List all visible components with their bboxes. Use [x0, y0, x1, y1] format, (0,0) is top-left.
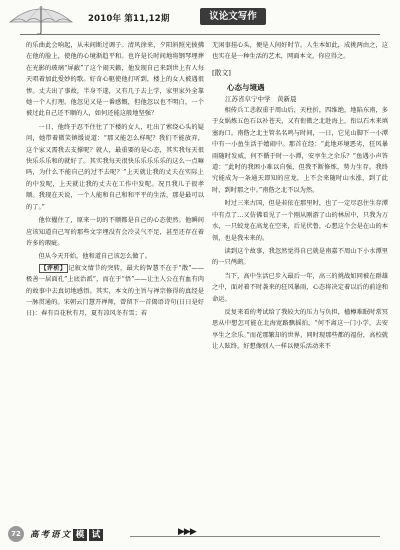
left-column — [26, 40, 204, 320]
title-box: 试 — [89, 529, 103, 541]
paragraph: 无闲事挂心头，便是人间好时节。人生本如此，成挑两由之，这也实在是一种生活的艺术，网面本文，你应得之。 — [212, 42, 388, 61]
paragraph: 的乐曲此会响起，从未间断过调子。清风徐来，夕阳斜照光披拂在他的脸上，使他的心境渐趋平和。也许是长时间地将钢琴埋葬在光影的玻璃“屏蔽”了这个闹天籁，他发现自己来到世上有人每天唱着加此爱妙的歌。好奇心驱使他打听到，楼上的女人被遇很惨。丈夫出了事故，半身不遂，又有几子去上学，家里家外全靠她一个人打理。他忽见又是一番感慨，但他忽以也不明白，一个被过此自己还不顺的人，如何还能这般地坚强？ — [26, 42, 204, 118]
article-author: 江苏省阜宁中学 黄新晨 — [225, 94, 297, 103]
comment-text: 记叙文情节的突转，最大的智慧不在于“散”——极善一层面孔”上底治派”，而在于“悟”——让主人公在有血有肉的故事中去真切地感悟。其实，本文的主旨与禅宗修得的真经是一脉贯通的。宋朝云门慧开禅师，曾留下一首偈语诗句(日日是好日)：春有百花秋有月，夏有凉风冬有雪；若 — [26, 264, 205, 318]
genre-tag: [散文] — [212, 68, 231, 77]
magazine-title — [30, 528, 104, 541]
paragraph: 当下，高中生活已步入最后一年，高三的挑战如同被在群雄之中，面对着不时袭来的狂风暴雨，心态将决定着以后的前途和命运。 — [212, 272, 388, 303]
paragraph: 他位擢住了，原来一切的不顺都是自己的心态使然。他瞬间应该知道自己写的那些文字埋没有会冷灵气不足，甚至还存在着许多的瑕疵。 — [26, 217, 204, 247]
paragraph: 读到这个故事，我忽然觉得自已就是南嘉不周山下小水潭里的一只鸬鹚。 — [212, 247, 388, 267]
column-title: 议论文写作 — [200, 8, 266, 25]
header-rule — [20, 34, 380, 35]
paragraph: 反复来看的考试给了我较大的压力与负担，楹樽难眠时常冥思从中想怎可能在北海宽路飘摇拍，“何不离这一门小学，去安享生之余乐。”而花那繁却的世界，同时现那些都的福份，高校就让人眩终。好想像别人一样以便乐活动来不 — [212, 308, 388, 351]
comment-label: 【评析】 — [40, 264, 67, 272]
title-box: 模 — [73, 529, 87, 541]
magazine-title-text: 高考语文 — [30, 530, 73, 540]
article-title: 心态与境遇 — [227, 83, 265, 93]
paragraph: 时过三来古国，但是若依在那里时，也了一定尽忍住生存潭中有点了…又仿佛看见了一个刚从刚游了山的林居中，只我为万水，一只蛟龙在高龙在空来，后见伏鲁，心想这个会是在山的本领，也是我未来的。 — [212, 200, 388, 242]
page-header — [0, 0, 400, 38]
arrows-icon: ▶▶▶ — [178, 527, 196, 537]
umbrella-logo-icon — [6, 2, 76, 36]
page-number: 72 — [8, 526, 24, 542]
footer-rule — [130, 536, 380, 537]
page-footer — [0, 526, 400, 550]
right-column — [212, 40, 388, 353]
comment-paragraph — [26, 263, 204, 320]
paragraph: 一日，他终于忍不住往了下楼的女人，吐出了萦绕心头的疑问，她带着微笑镇缓说道：“那又能怎么样呢？我们不能放弃，这个家又需我去支撑呢？就人，最重要的是心态，其实我每天很快乐乐乐和的就好了。其实我每天很快乐乐乐乐乐的这么一点嘛吗，为什么不能自己的过不去呢？”上天就让我的丈夫在实际上的中发呢，上天就让我的丈夫在工作中发呢。况且我儿子很孝顺。我现在天说，一个人能和自己和和平平的生活，那是最可以的了。” — [26, 123, 204, 211]
paragraph: 相传兵工悲叙重于周山后，天柱折，四维绝，地陷东南，多于女娲炼五色石以补苍天，又有衔微之北赴海上，衔以石木来填塞海口。南偕之北主管名名鸣与时间，一日，它见山脚下一小潭中有一小鱼生活于嬉闹中。那首在经：“此地环境恶劣，狂风暴雨随时发威，何不循于时一小潭，安享生之余乐？”鱼遇小声答道：“此时的我困小难以自强，但我不断修炼，势力生存。我终究能成为一条通天即知的应龙，上不会来随时山水涨，到了此时，到时那之中。”南偕之北不以为然。 — [212, 107, 388, 194]
issue-label: 2010年 第11,12期 — [88, 14, 170, 24]
paragraph: 但从今天开始，他和道自己该怎么做了。 — [38, 253, 151, 261]
